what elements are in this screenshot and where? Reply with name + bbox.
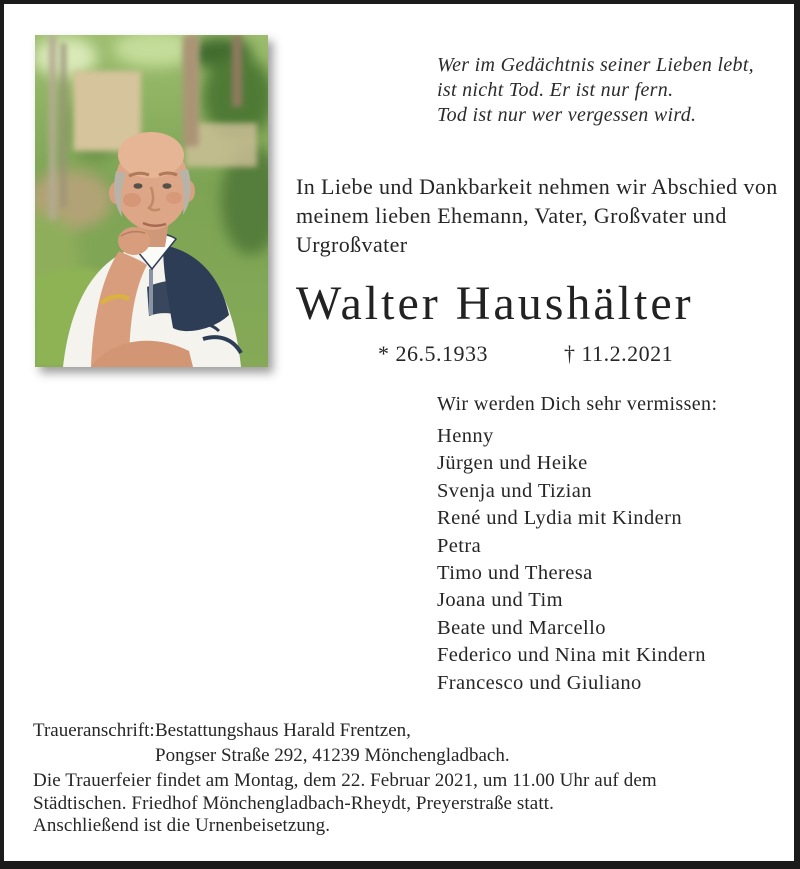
mourner-entry: Beate und Marcello [437,616,606,639]
mourners-list [437,423,706,697]
address-line: Pongser Straße 292, 41239 Mönchengladbach. [155,744,510,766]
eye-left [134,183,143,189]
quote-line: Wer im Gedächtnis seiner Lieben lebt, [437,54,754,76]
farewell-intro: In Liebe und Dankbarkeit nehmen wir Abschied von meinem lieben Ehemann, Vater, Großvater und Urgroßvater [296,174,778,257]
portrait-photo [35,35,268,367]
mourner-entry: Henny [437,425,494,447]
quote-line: ist nicht Tod. Er ist nur fern. [437,79,674,101]
mourner-entry: Federico und Nina mit Kindern [437,644,706,667]
deceased-name: Walter Haushälter [296,277,694,330]
miss-line: Wir werden Dich sehr vermissen: [437,393,718,415]
funeral-details [33,770,657,838]
address-lines [155,719,510,768]
quote-line: Tod ist nur wer vergessen wird. [437,104,697,126]
mourner-entry: Petra [437,534,482,557]
mourner-entry: Timo und Theresa [437,562,593,585]
portrait-photo-graphic [35,35,268,367]
funeral-line: Anschließend ist die Urnenbeisetzung. [33,815,331,837]
memorial-quote [437,53,754,128]
funeral-line: Städtischen. Friedhof Mönchengladbach-Rheydt, Preyerstraße statt. [33,792,554,814]
address-line: Bestattungshaus Harald Frentzen, [155,720,411,741]
mourner-entry: Svenja und Tizian [437,479,592,502]
eye-right [163,183,172,189]
cheek-left [123,193,141,207]
birth-date: * 26.5.1933 [378,341,488,366]
mourner-entry: René und Lydia mit Kindern [437,507,682,530]
death-date: † 11.2.2021 [564,341,674,366]
mourner-entry: Joana und Tim [437,589,563,612]
life-dates [378,341,673,367]
cheek-right [166,192,182,204]
mourner-entry: Francesco und Giuliano [437,671,642,694]
mourning-address [33,719,510,768]
bald-scalp [118,132,184,178]
funeral-line: Die Trauerfeier findet am Montag, dem 22. Februar 2021, um 11.00 Uhr auf dem [33,770,657,791]
polo-zip-placket [149,269,153,315]
mourner-entry: Jürgen und Heike [437,452,588,475]
address-label: Traueranschrift: [33,720,155,741]
